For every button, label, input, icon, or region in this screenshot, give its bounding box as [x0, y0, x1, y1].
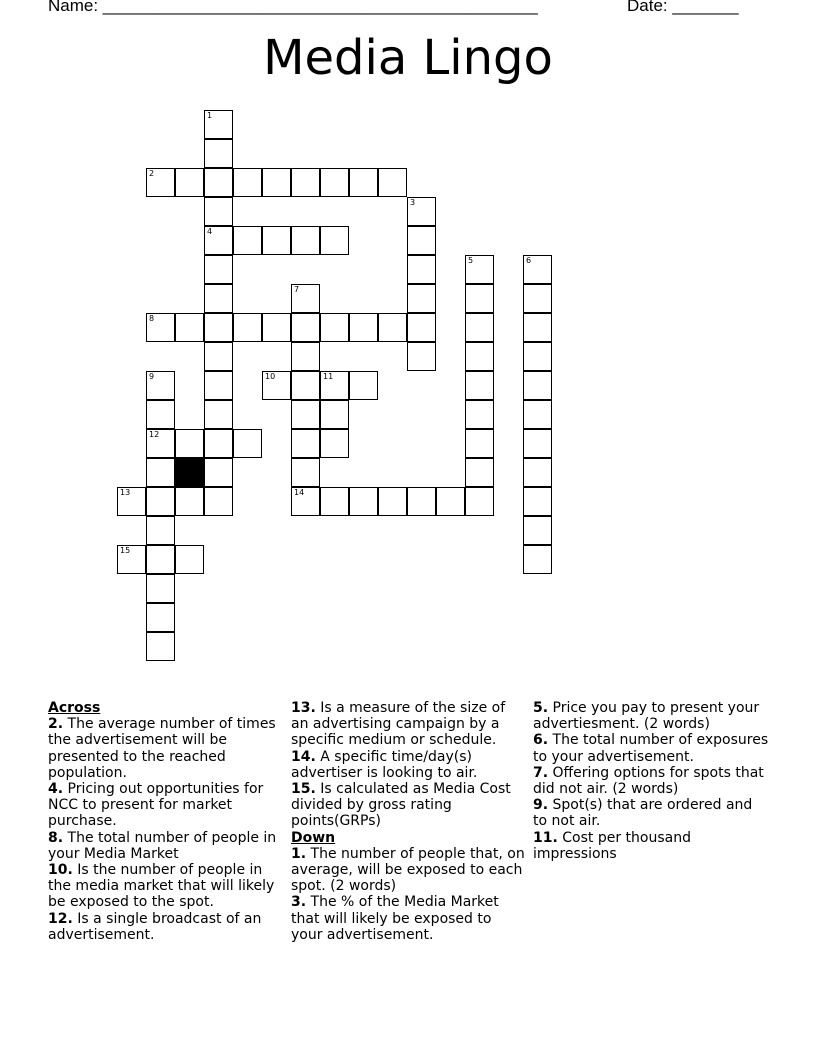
crossword-cell[interactable]: [204, 342, 233, 371]
crossword-cell[interactable]: [349, 313, 378, 342]
crossword-cell[interactable]: [465, 313, 494, 342]
crossword-cell[interactable]: [349, 487, 378, 516]
crossword-cell[interactable]: [320, 313, 349, 342]
clue-number-label: 12: [149, 430, 160, 439]
clue-number-label: 13: [120, 488, 131, 497]
clue-number: 3.: [291, 894, 307, 911]
clue-item: [48, 911, 284, 943]
crossword-cell[interactable]: [407, 226, 436, 255]
clue-item: [533, 830, 769, 862]
crossword-cell[interactable]: [262, 168, 291, 197]
crossword-cell[interactable]: [146, 168, 175, 197]
crossword-cell[interactable]: [146, 429, 175, 458]
crossword-cell[interactable]: [407, 197, 436, 226]
clue-item: [291, 781, 527, 830]
clue-text: Is a measure of the size of an advertising campaign by a specific medium or schedule.: [291, 700, 506, 749]
crossword-cell[interactable]: [465, 400, 494, 429]
crossword-cell[interactable]: [407, 487, 436, 516]
puzzle-title: Media Lingo: [263, 30, 553, 86]
crossword-cell[interactable]: [262, 226, 291, 255]
crossword-cell[interactable]: [204, 371, 233, 400]
clue-number-label: 9: [149, 372, 155, 381]
crossword-cell[interactable]: [407, 342, 436, 371]
crossword-cell[interactable]: [204, 429, 233, 458]
clue-number: 6.: [533, 732, 549, 749]
name-field: Name: ______________________________________________: [48, 0, 538, 15]
clue-number-label: 3: [410, 198, 416, 207]
clue-column-3: [533, 700, 769, 862]
clue-item: [291, 894, 527, 943]
crossword-cell[interactable]: [523, 400, 552, 429]
crossword-cell[interactable]: [291, 168, 320, 197]
crossword-cell[interactable]: [465, 429, 494, 458]
clue-item: [48, 716, 284, 781]
crossword-cell[interactable]: [204, 313, 233, 342]
crossword-cell[interactable]: [291, 458, 320, 487]
clue-text: Is a single broadcast of an advertisement.: [48, 910, 262, 943]
crossword-cell[interactable]: [175, 545, 204, 574]
clue-item: [291, 700, 527, 749]
crossword-cell[interactable]: [146, 516, 175, 545]
clue-text: Pricing out opportunities for NCC to present for market purchase.: [48, 781, 264, 830]
crossword-cell[interactable]: [320, 429, 349, 458]
crossword-cell[interactable]: [262, 313, 291, 342]
clue-text: The total number of exposures to your advertisement.: [533, 732, 769, 765]
across-heading: Across: [48, 700, 101, 716]
crossword-cell[interactable]: [291, 342, 320, 371]
crossword-cell[interactable]: [378, 313, 407, 342]
clue-item: [291, 749, 527, 781]
clue-item: [48, 862, 284, 911]
crossword-cell[interactable]: [465, 284, 494, 313]
crossword-cell[interactable]: [204, 139, 233, 168]
clue-item: [533, 797, 769, 829]
crossword-cell[interactable]: [523, 342, 552, 371]
clue-item: [533, 732, 769, 764]
crossword-cell[interactable]: [378, 487, 407, 516]
clue-column-1: [48, 700, 284, 943]
crossword-cell[interactable]: [349, 371, 378, 400]
clue-text: Cost per thousand impressions: [533, 829, 691, 862]
clue-number: 12.: [48, 910, 73, 927]
crossword-cell[interactable]: [465, 458, 494, 487]
crossword-cell[interactable]: [204, 487, 233, 516]
crossword-cell[interactable]: [291, 284, 320, 313]
crossword-cell[interactable]: [320, 487, 349, 516]
clue-number: 9.: [533, 797, 549, 814]
crossword-cell[interactable]: [465, 342, 494, 371]
clue-number-label: 14: [294, 488, 305, 497]
crossword-cell[interactable]: [320, 168, 349, 197]
crossword-cell[interactable]: [117, 545, 146, 574]
clue-number: 7.: [533, 764, 549, 781]
clue-number-label: 11: [323, 372, 334, 381]
clue-number: 5.: [533, 700, 549, 716]
crossword-cell[interactable]: [204, 255, 233, 284]
crossword-cell[interactable]: [204, 400, 233, 429]
crossword-cell[interactable]: [523, 255, 552, 284]
crossword-cell[interactable]: [204, 458, 233, 487]
crossword-cell[interactable]: [146, 400, 175, 429]
clue-number: 4.: [48, 781, 64, 798]
clue-text: Is calculated as Media Cost divided by gross rating points(GRPs): [291, 781, 511, 830]
clue-number-label: 4: [207, 227, 213, 236]
crossword-cell[interactable]: [233, 429, 262, 458]
clue-text: Spot(s) that are ordered and to not air.: [533, 797, 753, 830]
clue-number-label: 1: [207, 111, 213, 120]
crossword-cell[interactable]: [523, 371, 552, 400]
crossword-cell[interactable]: [523, 284, 552, 313]
crossword-cell[interactable]: [233, 313, 262, 342]
clue-item: [533, 700, 769, 732]
crossword-cell[interactable]: [378, 168, 407, 197]
crossword-cell[interactable]: [320, 226, 349, 255]
crossword-cell[interactable]: [146, 603, 175, 632]
clue-number-label: 2: [149, 169, 155, 178]
crossword-cell[interactable]: [146, 371, 175, 400]
crossword-cell[interactable]: [465, 255, 494, 284]
clue-number-label: 7: [294, 285, 300, 294]
crossword-cell[interactable]: [233, 168, 262, 197]
crossword-cell[interactable]: [523, 487, 552, 516]
clue-number: 15.: [291, 781, 316, 798]
crossword-cell[interactable]: [291, 313, 320, 342]
clue-number: 11.: [533, 829, 558, 846]
crossword-cell[interactable]: [233, 226, 262, 255]
crossword-cell[interactable]: [291, 400, 320, 429]
clue-number: 8.: [48, 829, 64, 846]
crossword-cell[interactable]: [291, 487, 320, 516]
crossword-cell[interactable]: [175, 487, 204, 516]
clue-item: [48, 830, 284, 862]
clue-text: Price you pay to present your advertiesment. (2 words): [533, 700, 760, 733]
clue-number: 10.: [48, 862, 73, 879]
clue-text: A specific time/day(s) advertiser is looking to air.: [291, 748, 478, 781]
clue-number-label: 6: [526, 256, 532, 265]
crossword-block: [175, 458, 204, 487]
crossword-cell[interactable]: [291, 429, 320, 458]
crossword-cell[interactable]: [465, 371, 494, 400]
crossword-cell[interactable]: [523, 313, 552, 342]
crossword-cell[interactable]: [146, 545, 175, 574]
crossword-cell[interactable]: [204, 284, 233, 313]
clue-number: 2.: [48, 716, 64, 733]
crossword-cell[interactable]: [320, 400, 349, 429]
crossword-cell[interactable]: [262, 371, 291, 400]
clue-text: The number of people that, on average, will be exposed to each spot. (2 words): [291, 845, 525, 895]
crossword-cell[interactable]: [117, 487, 146, 516]
crossword-cell[interactable]: [407, 255, 436, 284]
crossword-cell[interactable]: [175, 168, 204, 197]
clue-text: Offering options for spots that did not air. (2 words): [533, 764, 764, 798]
crossword-cell[interactable]: [204, 226, 233, 255]
crossword-cell[interactable]: [407, 313, 436, 342]
date-field: Date: _______: [627, 0, 739, 15]
clue-number-label: 5: [468, 256, 474, 265]
crossword-cell[interactable]: [465, 487, 494, 516]
crossword-cell[interactable]: [407, 284, 436, 313]
crossword-cell[interactable]: [146, 574, 175, 603]
clue-number-label: 8: [149, 314, 155, 323]
clue-text: The average number of times the advertisement will be presented to the reached population.: [48, 716, 276, 781]
crossword-cell[interactable]: [146, 458, 175, 487]
crossword-cell[interactable]: [204, 168, 233, 197]
crossword-cell[interactable]: [175, 429, 204, 458]
crossword-cell[interactable]: [523, 429, 552, 458]
crossword-cell[interactable]: [146, 632, 175, 661]
clue-number: 1.: [291, 845, 307, 862]
clue-text: The total number of people in your Media Market: [48, 829, 277, 862]
clue-text: The % of the Media Market that will likely be exposed to your advertisement.: [291, 894, 499, 943]
clue-number-label: 10: [265, 372, 276, 381]
crossword-cell[interactable]: [291, 226, 320, 255]
crossword-cell[interactable]: [204, 197, 233, 226]
crossword-cell[interactable]: [204, 110, 233, 139]
clue-number: 13.: [291, 700, 316, 716]
crossword-cell[interactable]: [349, 168, 378, 197]
clue-text: Is the number of people in the media market that will likely be exposed to the spot.: [48, 862, 275, 911]
crossword-cell[interactable]: [146, 487, 175, 516]
crossword-cell[interactable]: [146, 313, 175, 342]
crossword-cell[interactable]: [523, 458, 552, 487]
crossword-cell[interactable]: [320, 371, 349, 400]
clue-item: [291, 846, 527, 895]
clue-column-2: [291, 700, 527, 943]
crossword-cell[interactable]: [436, 487, 465, 516]
crossword-cell[interactable]: [523, 545, 552, 574]
crossword-cell[interactable]: [175, 313, 204, 342]
crossword-cell[interactable]: [291, 371, 320, 400]
crossword-cell[interactable]: [523, 516, 552, 545]
clue-number: 14.: [291, 748, 316, 765]
clue-item: [533, 765, 769, 797]
down-heading: Down: [291, 829, 336, 846]
clue-item: [48, 781, 284, 830]
clue-number-label: 15: [120, 546, 131, 555]
